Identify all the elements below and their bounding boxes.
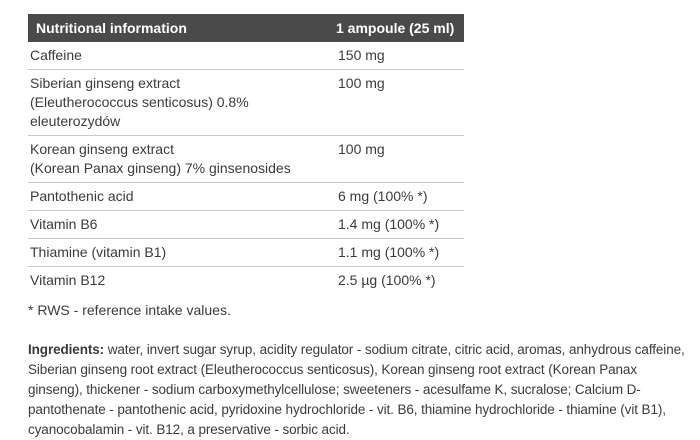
- nutrient-name-cell: [30, 243, 338, 262]
- table-row-korean-ginseng: [28, 136, 464, 183]
- nutrient-value: 2.5 µg (100% *): [338, 272, 436, 288]
- nutrient-subname: (Eleutherococcus senticosus) 0.8% eleuterozydów: [30, 94, 249, 129]
- reference-intake-footnote: * RWS - reference intake values.: [28, 302, 231, 318]
- nutrient-name: Korean ginseng extract: [30, 141, 174, 157]
- ingredients-text: water, invert sugar syrup, acidity regulator - sodium citrate, citric acid, aromas, anhydrous caffeine, Siberian ginseng root extract (Eleutherococcus senticosus), Korean ginseng root extract (Korean Panax ginseng), thickener - sodium carboxymethylcellulose; sweeteners - acesulfame K, sucralose; Calcium D-pantothenate - pantothenic acid, pyridoxine hydrochloride - vit. B6, thiamine hydrochloride - thiamine (vit B1), cyanocobalamin - vit. B12, a preservative - sorbic acid.: [28, 342, 685, 437]
- table-header-value-column: 1 ampoule (25 ml): [336, 20, 455, 36]
- nutrient-name-cell: [30, 215, 338, 234]
- table-row-pantothenic-acid: [28, 183, 464, 211]
- nutrient-name-cell: [30, 74, 338, 131]
- nutrient-name-cell: [30, 46, 338, 65]
- nutrient-name: Siberian ginseng extract: [30, 75, 181, 91]
- nutrient-value: 150 mg: [338, 47, 385, 63]
- nutrient-name: Vitamin B12: [30, 272, 106, 288]
- ingredients-label: Ingredients:: [28, 342, 105, 357]
- table-row-siberian-ginseng: [28, 70, 464, 136]
- nutrient-value: 100 mg: [338, 75, 385, 91]
- nutrient-name: Caffeine: [30, 47, 82, 63]
- table-header: [28, 14, 464, 42]
- ingredients-paragraph: [28, 340, 695, 440]
- nutrient-name: Pantothenic acid: [30, 188, 134, 204]
- table-row-vitamin-b6: [28, 211, 464, 239]
- nutrient-subname: (Korean Panax ginseng) 7% ginsenosides: [30, 160, 291, 176]
- nutrient-value: 1.1 mg (100% *): [338, 244, 440, 260]
- nutrient-name: Vitamin B6: [30, 216, 98, 232]
- nutrient-name: Thiamine (vitamin B1): [30, 244, 167, 260]
- table-header-name-column: Nutritional information: [36, 20, 187, 36]
- table-row-caffeine: [28, 42, 464, 70]
- nutrient-name-cell: [30, 271, 338, 290]
- nutrient-value: 6 mg (100% *): [338, 188, 428, 204]
- table-row-thiamine: [28, 239, 464, 267]
- nutrient-name-cell: [30, 140, 338, 178]
- nutrient-name-cell: [30, 187, 338, 206]
- table-row-vitamin-b12: [28, 267, 464, 294]
- nutrition-table: [28, 14, 464, 294]
- nutrient-value: 1.4 mg (100% *): [338, 216, 440, 232]
- nutrient-value: 100 mg: [338, 141, 385, 157]
